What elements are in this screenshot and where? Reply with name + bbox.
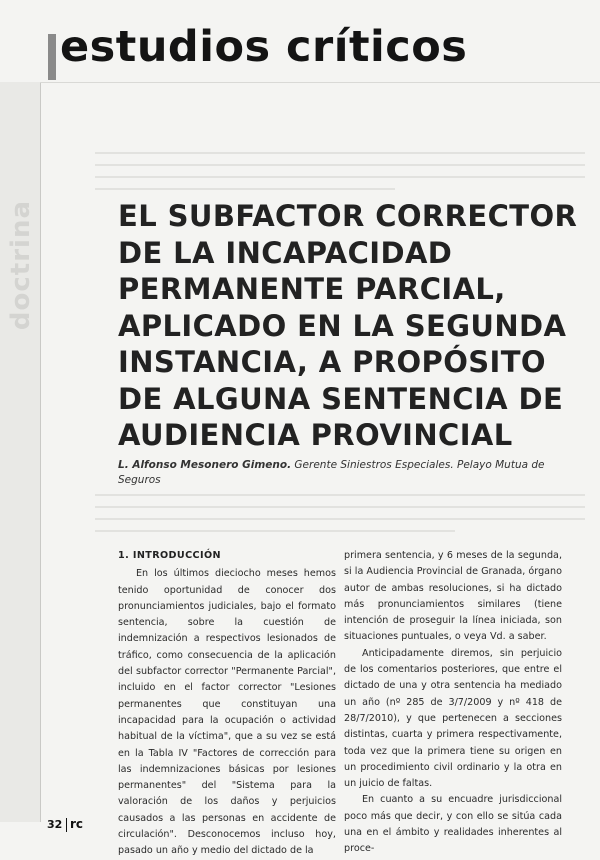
article-title: EL SUBFACTOR CORRECTOR DE LA INCAPACIDAD PERMANENTE PARCIAL, APLICADO EN LA SEGUNDA INSTANCIA, A PROPÓSITO DE ALGUNA SENTENCIA DE AUDIENCIA PROVINCIAL (118, 199, 578, 452)
section-heading: 1. INTRODUCCIÓN (118, 550, 221, 561)
bleed-through-line (95, 188, 395, 190)
body-paragraph: primera sentencia, y 6 meses de la segunda, si la Audiencia Provincial de Granada, órgano autor de ambas resoluciones, si ha dictado más pronunciamientos similares (tiene intención de proseguir la línea iniciada, son situaciones puntuales, o veya Vd. a saber. (344, 550, 562, 643)
top-rule (40, 82, 600, 83)
page-number: 32 (47, 818, 63, 831)
body-paragraph: En cuanto a su encuadre jurisdiccional poco más que decir, y con ello se sitúa cada una en el ámbito y realidades inherentes al proce- (344, 794, 562, 855)
body-paragraph: Anticipadamente diremos, sin perjuicio de los comentarios posteriores, que entre el dictado de una y otra sentencia ha mediado un año (nº 285 de 3/7/2009 y nº 418 de 28/7/2010), y que pertenecen a secciones distintas, cuarta y primera respectivamente, toda vez que la primera tiene su origen en un procedimiento civil ordinario y la otra en un juicio de faltas. (344, 647, 562, 790)
header-accent-bar (48, 34, 56, 80)
right-column (344, 548, 562, 858)
bleed-through-line (95, 518, 585, 520)
section-tab (0, 82, 40, 822)
bleed-through-line (95, 530, 455, 532)
magazine-abbrev: rc (70, 817, 84, 831)
bleed-through-line (95, 494, 585, 496)
section-label: doctrina (6, 200, 36, 331)
section-header-title: estudios críticos (60, 22, 468, 72)
left-column (118, 548, 336, 860)
byline (118, 458, 578, 488)
left-rule (40, 82, 41, 822)
bleed-through-line (95, 152, 585, 154)
bleed-through-line (95, 176, 585, 178)
author-role: Gerente Siniestros Especiales. Pelayo Mutua de Seguros (118, 459, 545, 486)
bleed-through-line (95, 506, 585, 508)
body-paragraph: En los últimos dieciocho meses hemos tenido oportunidad de conocer dos pronunciamientos judiciales, bajo el formato sentencia, sobre la cuestión de indemnización a respectivos lesionados de tráfico, como consecuencia de la aplicación del subfactor corrector "Permanente Parcial", incluido en el factor corrector "Lesiones permanentes que constituyan una incapacidad para la ocupación o actividad habitual de la víctima", que a su vez se está en la Tabla IV "Factores de corrección para las indemnizaciones básicas por lesiones permanentes" del "Sistema para la valoración de los daños y perjuicios causados a las personas en accidente de circulación". Desconocemos incluso hoy, pasado un año y medio del dictado de la (118, 568, 336, 857)
bleed-through-line (95, 164, 585, 166)
author-name: L. Alfonso Mesonero Gimeno. (118, 459, 292, 471)
footer-separator (66, 818, 67, 832)
